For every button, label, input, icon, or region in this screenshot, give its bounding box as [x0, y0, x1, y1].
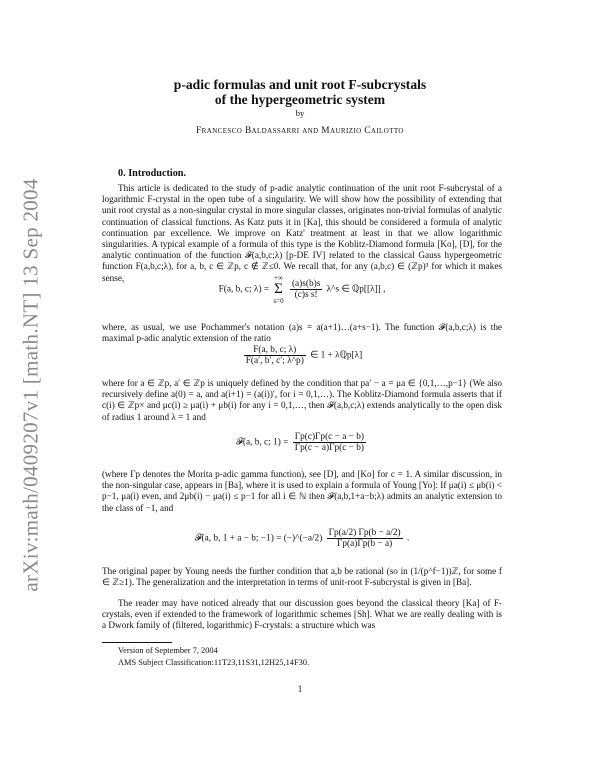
eq3-numerator: Γp(c)Γp(c − a − b) — [294, 432, 364, 442]
eq1-denominator: (c)s s! — [294, 290, 318, 300]
footnote-rule — [102, 642, 172, 643]
paragraph-4: (where Γp denotes the Morita p-adic gamma function), see [D], and [Ko] for c = 1. A similar discussion, in the non-singular case, appears in [Ba], where it is used to explain a formula of Young [Yo]: If μa(i) ≤ μb(i) < p−1, μa(i) even, and 2μb(i) − μa(i) ≤ p−1 for all i ∈ ℕ then 𝓕(a,b,1+a−b;λ) admits an analytic extension to the class of −1, and — [102, 469, 502, 513]
eq1-rhs: λ^s ∈ ℚp[[λ]] , — [326, 284, 386, 295]
eq4-numerator: Γp(a/2) Γp(b − a/2) — [328, 528, 401, 538]
eq1-sum-limits — [273, 274, 283, 305]
equation-2 — [102, 345, 502, 366]
arxiv-stamp — [16, 170, 46, 600]
title-line-2: of the hypergeometric system — [214, 92, 386, 107]
page-number: 1 — [297, 684, 303, 694]
equation-1 — [102, 274, 502, 305]
eq1-sum-bottom: s=0 — [273, 297, 284, 305]
eq1-sum-sign: Σ — [274, 281, 283, 297]
section-heading: 0. Introduction. — [118, 168, 187, 179]
eq3-fraction — [293, 432, 366, 453]
paragraph-3: where for a ∈ ℤp, a′ ∈ ℤp is uniquely defined by the condition that pa′ − a = μa ∈ {0,1,…,p−1} (We also recursively define a(0) = a, and a(i+1) = (a(i))′, for i = 0,1,…). The Koblitz-Diamond formula asserts that if c(i) ∈ ℤp× and μc(i) ≥ μa(i) + μb(i) for any i = 0,1,…, then 𝓕(a,b,c;λ) extends analytically to the open disk of radius 1 around λ = 1 and — [102, 378, 502, 422]
paragraph-1: This article is dedicated to the study of p-adic analytic continuation of the unit root F-subcrystal of a logarithmic F-crystal in the open tube of a singularity. We will show how the possibility of extending that unit root crystal as a non-singular crystal in more singular classes, originates non-trivial formulas of analytic continuation of classical functions. As Katz puts it in [Ka], this should be considered a formula of analytic continuation par excellence. We improve on Katz' treatment at least in that we allow logarithmic singularities. A typical example of a formula of this type is the Koblitz-Diamond formula [Ko], [D], for the analytic continuation of the function 𝓕(a,b,c;λ) [p-DE IV] related to the classical Gauss hypergeometric function F(a,b,c;λ), for a, b, c ∈ ℤp, c ∉ ℤ≤0. We recall that, for any (a,b,c) ∈ (ℤp)³ for which it makes sense, — [102, 183, 502, 283]
eq3-lhs: 𝓕(a, b, c; 1) = — [236, 437, 291, 448]
eq2-rhs: ∈ 1 + λℚp[λ] — [310, 350, 363, 361]
arxiv-stamp-text: arXiv:math/0409207v1 [math.NT] 13 Sep 2004 — [18, 178, 43, 592]
eq1-sum-top: +∞ — [274, 274, 283, 282]
title-line-1: p-adic formulas and unit root F-subcrystals — [173, 77, 427, 92]
eq4-fraction — [327, 528, 403, 549]
footnote-version: Version of September 7, 2004 — [118, 646, 218, 655]
eq4-lhs: 𝓕(a, b, 1 + a − b; −1) = (−)^(−a/2) — [194, 533, 325, 544]
eq2-numerator: F(a, b, c; λ) — [244, 345, 306, 356]
eq2-fraction — [244, 345, 306, 366]
paragraph-2: where, as usual, we use Pochammer's notation (a)s = a(a+1)…(a+s−1). The function 𝓕(a,b,c;λ) is the maximal p-adic analytic extension of the ratio — [102, 322, 502, 344]
footnote-msc: AMS Subject Classification:11T23,11S31,12H25,14F30. — [118, 658, 310, 667]
paragraph-5: The original paper by Young needs the further condition that a,b be rational (so in (1/(p^f−1))ℤ, for some f ∈ ℤ≥1). The generalization and the interpretation in terms of unit-root F-subcrystal is given in [Ba]. — [102, 566, 502, 588]
eq1-fraction — [290, 279, 322, 300]
authors: Francesco Baldassarri and Maurizio Cailotto — [196, 126, 404, 136]
eq3-denominator: Γp(c − a)Γp(c − b) — [294, 443, 364, 453]
equation-3 — [102, 432, 502, 453]
eq2-denominator: F(a′, b′, c′; λ^p) — [245, 356, 304, 366]
equation-4 — [102, 528, 502, 549]
eq1-lhs: F(a, b, c; λ) = — [218, 284, 272, 295]
paragraph-6: The reader may have noticed already that our discussion goes beyond the classical theory [Ka] of F-crystals, even if extended to the framework of logarithmic schemes [Sh]. What we are really dealing with is a Dwork family of (filtered, logarithmic) F-crystals: a structure which was — [102, 598, 502, 631]
by-line: by — [295, 108, 305, 118]
eq1-numerator: (a)s(b)s — [291, 279, 321, 289]
eq4-denominator: Γp(a)Γp(b − a) — [337, 539, 393, 549]
eq4-end: . — [406, 533, 410, 544]
